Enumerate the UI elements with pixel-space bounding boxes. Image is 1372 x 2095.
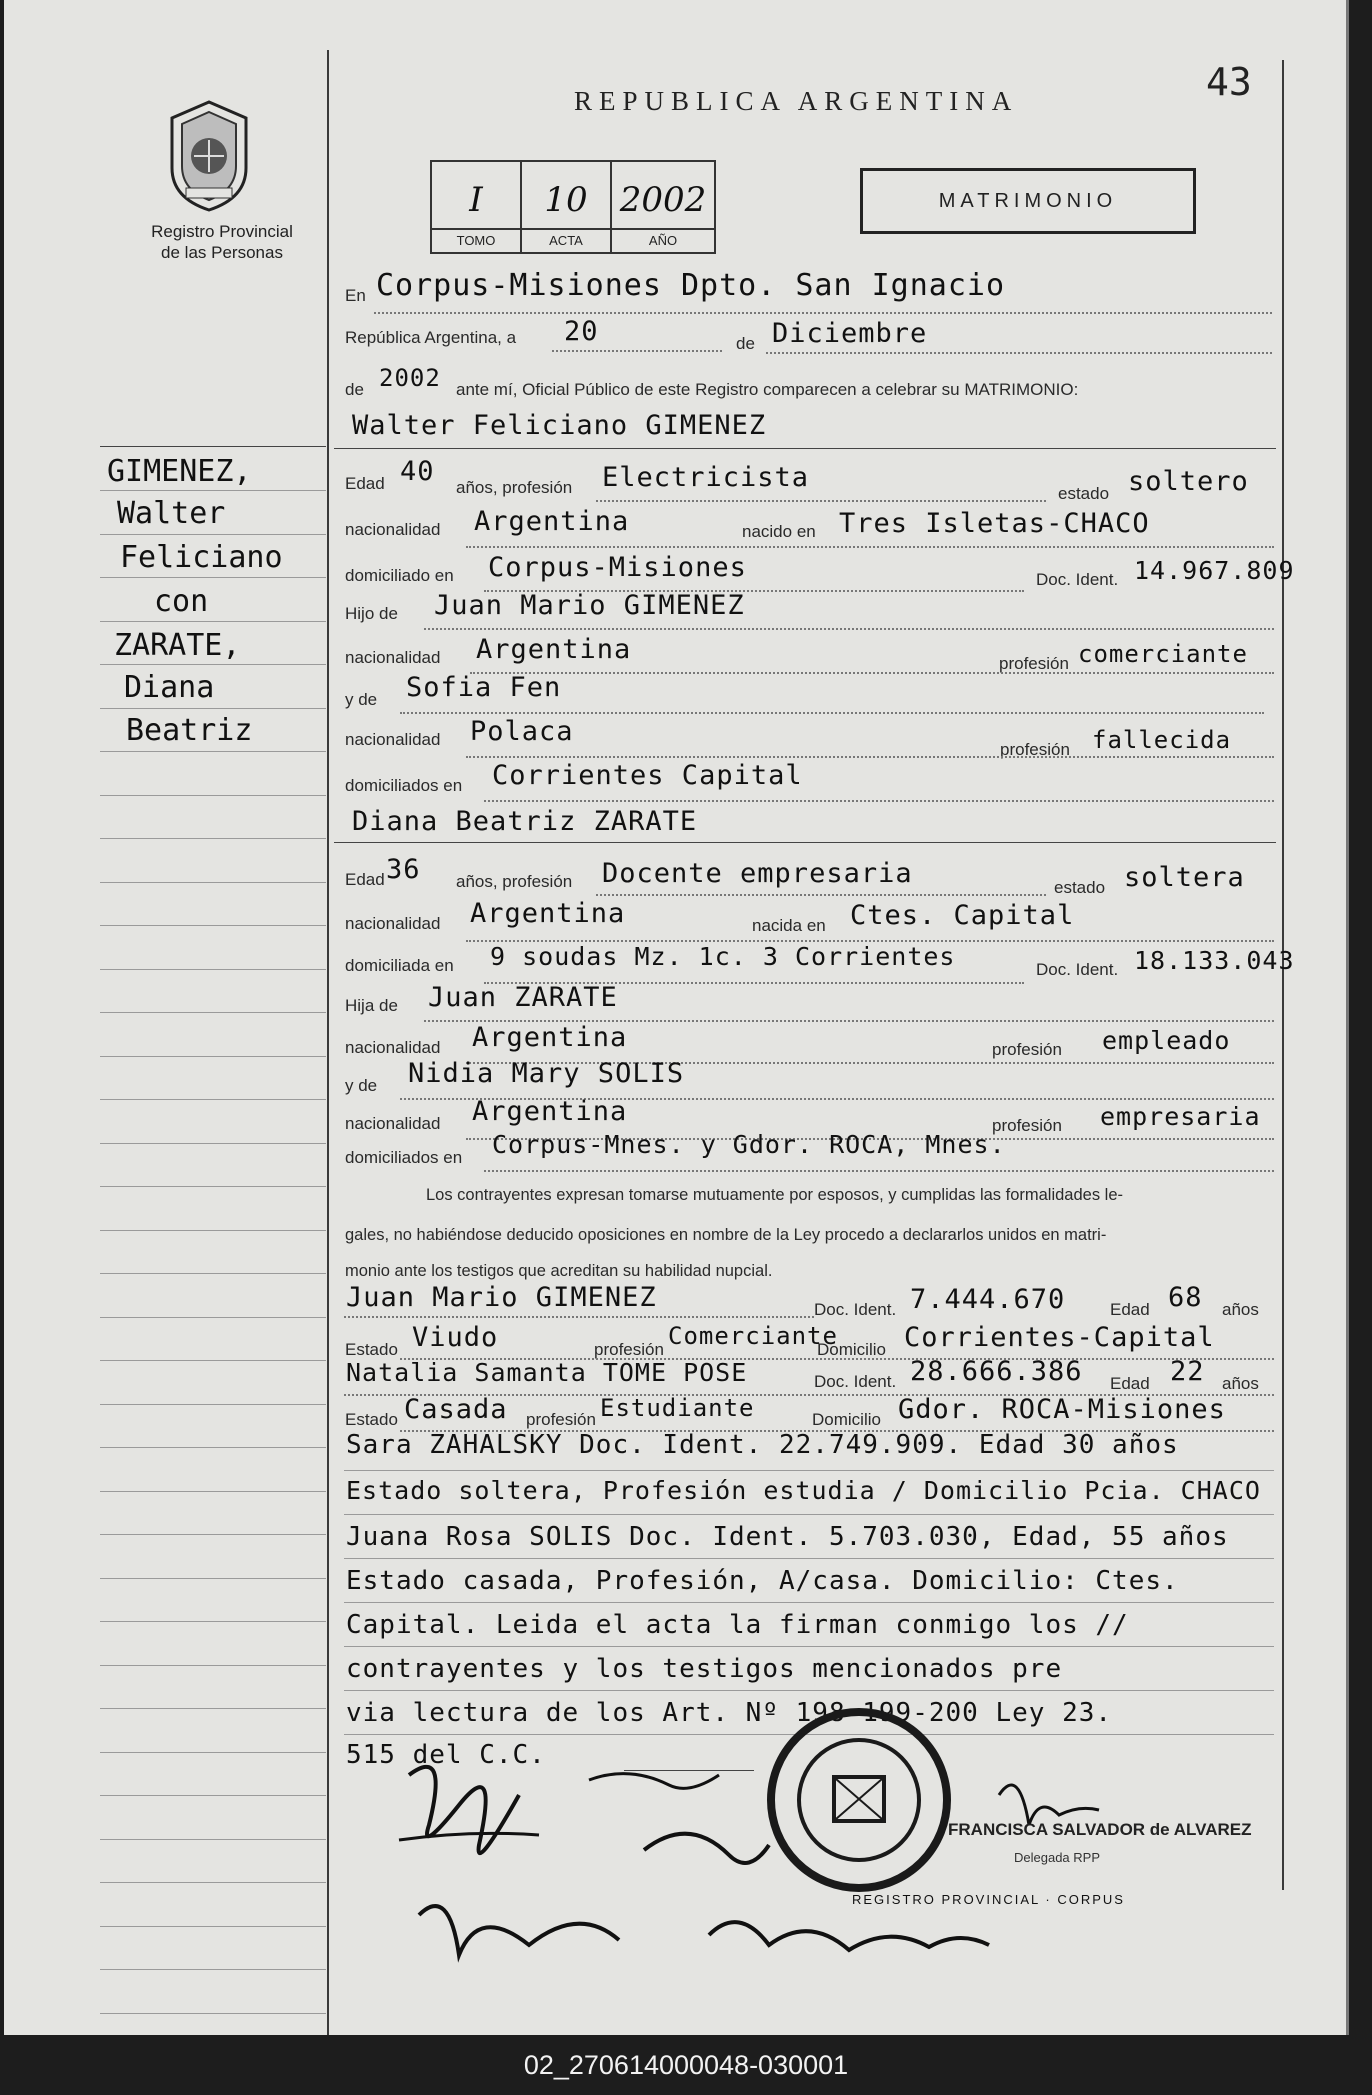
c2-padre-nac-label: nacionalidad	[345, 1038, 441, 1057]
c2-estado: soltera	[1124, 862, 1245, 893]
contrayente2-nombre-rule	[334, 842, 1276, 843]
c1-padre: Juan Mario GIMENEZ	[434, 590, 745, 621]
c1-nacido-label: nacido en	[742, 522, 816, 541]
t1-nombre-line	[344, 1316, 814, 1318]
t1-profesion: Comerciante	[668, 1322, 838, 1350]
c1-madre-nac-line	[466, 756, 1274, 758]
c2-domicilio-padres: Corpus-Mnes. y Gdor. ROCA, Mnes.	[492, 1130, 1006, 1159]
c2-estado-label: estado	[1054, 878, 1106, 897]
c2-nacida-en: Ctes. Capital	[850, 900, 1075, 931]
ante-mi-text: ante mí, Oficial Público de este Registro comparecen a celebrar su MATRIMONIO:	[456, 380, 1079, 399]
c1-madre-prof-label: profesión	[1000, 740, 1070, 759]
t2-domicilio: Gdor. ROCA-Misiones	[898, 1394, 1226, 1425]
margin-ruled-line	[100, 969, 326, 970]
t1-domicilio-label: Domicilio	[817, 1340, 886, 1359]
t1-nombre: Juan Mario GIMENEZ	[346, 1282, 657, 1313]
c1-padre-prof-label: profesión	[999, 654, 1069, 673]
margin-divider	[327, 50, 329, 2035]
body-ruled-line	[344, 1690, 1274, 1691]
c2-padre: Juan ZARATE	[428, 982, 618, 1013]
c1-anos-profesion-label: años, profesión	[456, 478, 573, 497]
c2-domiciliados-label: domiciliados en	[345, 1148, 463, 1167]
t1-doc-label: Doc. Ident.	[814, 1300, 897, 1319]
place-line	[374, 312, 1272, 314]
anio-value: 2002	[619, 180, 707, 220]
margin-ruled-line	[100, 1273, 326, 1274]
signatures-icon	[389, 1735, 1109, 1995]
record-type-box: MATRIMONIO	[860, 168, 1196, 234]
tomo-acta-anio-box	[430, 160, 716, 254]
margin-ruled-line	[100, 1752, 326, 1753]
handwritten-line: Capital. Leida el acta la firman conmigo los //	[346, 1610, 1129, 1640]
c2-madre-nac: Argentina	[472, 1096, 628, 1127]
handwritten-line: Estado casada, Profesión, A/casa. Domicilio: Ctes.	[346, 1566, 1179, 1596]
month-line	[766, 352, 1272, 354]
c1-padre-prof: comerciante	[1078, 640, 1248, 668]
margin-ruled-line	[100, 1665, 326, 1666]
margin-ruled-line	[100, 664, 326, 665]
t1-doc: 7.444.670	[910, 1284, 1066, 1315]
margin-ruled-line	[100, 1056, 326, 1057]
t1-estado: Viudo	[412, 1322, 499, 1353]
margin-ruled-line	[100, 795, 326, 796]
body-ruled-line	[344, 1558, 1274, 1559]
margin-ruled-line	[100, 2013, 326, 2014]
contrayente2-nombre: Diana Beatriz ZARATE	[352, 806, 698, 837]
margin-ruled-line	[100, 577, 326, 578]
margin-ruled-line	[100, 1578, 326, 1579]
margin-note-line: Walter	[117, 496, 226, 531]
c2-edad-label: Edad	[345, 870, 385, 889]
margin-ruled-line	[100, 1621, 326, 1622]
t1-estado-label: Estado	[345, 1340, 398, 1359]
de-year-label: de	[345, 380, 364, 399]
margin-note-line: con	[154, 584, 209, 619]
officer-name: FRANCISCA SALVADOR de ALVAREZ	[948, 1820, 1252, 1839]
margin-note-line: Beatriz	[126, 713, 253, 748]
c2-domicilio: 9 soudas Mz. 1c. 3 Corrientes	[490, 942, 956, 971]
c2-edad: 36	[386, 854, 421, 885]
record-page	[4, 0, 1349, 2035]
c1-profesion: Electricista	[602, 462, 810, 493]
contrayente1-nombre: Walter Feliciano GIMENEZ	[352, 410, 767, 441]
c2-madre-nac-label: nacionalidad	[345, 1114, 441, 1133]
c1-estado: soltero	[1128, 466, 1249, 497]
month-value: Diciembre	[772, 318, 928, 349]
c2-doc-label: Doc. Ident.	[1036, 960, 1119, 979]
margin-ruled-line	[100, 1230, 326, 1231]
t1-anos-label: años	[1222, 1300, 1259, 1319]
registry-name-line2: de las Personas	[161, 243, 283, 262]
anio-cell	[612, 162, 714, 252]
legal-text-line: Los contrayentes expresan tomarse mutuamente por esposos, y cumplidas las formalidades le-	[426, 1186, 1124, 1204]
place-value: Corpus-Misiones Dpto. San Ignacio	[376, 268, 1006, 303]
margin-ruled-line	[100, 925, 326, 926]
margin-ruled-line	[100, 838, 326, 839]
margin-ruled-line	[100, 490, 326, 491]
c1-padre-nac-line	[470, 672, 1274, 674]
anio-label: AÑO	[612, 228, 714, 252]
margin-ruled-line	[100, 1099, 326, 1100]
margin-note-line: GIMENEZ,	[107, 454, 252, 489]
c2-domiciliada-label: domiciliada en	[345, 956, 454, 975]
c1-padre-nac: Argentina	[476, 634, 632, 665]
margin-ruled-line	[100, 1012, 326, 1013]
margin-ruled-line	[100, 1969, 326, 1970]
c1-nacionalidad: Argentina	[474, 506, 630, 537]
c2-hija-label: Hija de	[345, 996, 398, 1015]
t1-edad: 68	[1168, 1282, 1203, 1313]
legal-text-line: gales, no habiéndose deducido oposiciones en nombre de la Ley procedo a declararlos unidos en matri-	[345, 1226, 1107, 1244]
c2-profesion: Docente empresaria	[602, 858, 913, 889]
c2-profesion-line	[596, 894, 1046, 896]
right-border	[1282, 60, 1284, 1890]
t2-anos-label: años	[1222, 1374, 1259, 1393]
handwritten-line: 515 del C.C.	[346, 1740, 546, 1770]
t1-edad-label: Edad	[1110, 1300, 1150, 1319]
provincial-seal-icon	[164, 98, 254, 213]
margin-ruled-line	[100, 1447, 326, 1448]
c1-madre-nac: Polaca	[470, 716, 574, 747]
margin-ruled-line	[100, 1143, 326, 1144]
margin-ruled-line	[100, 621, 326, 622]
en-label: En	[345, 286, 366, 305]
year-value: 2002	[379, 364, 441, 392]
t2-edad-label: Edad	[1110, 1374, 1150, 1393]
c2-yde-label: y de	[345, 1076, 378, 1095]
c1-domicilio: Corpus-Misiones	[488, 552, 747, 583]
republica-label: República Argentina, a	[345, 328, 517, 347]
handwritten-line: Sara ZAHALSKY Doc. Ident. 22.749.909. Edad 30 años	[346, 1430, 1179, 1460]
t2-estado: Casada	[404, 1394, 508, 1425]
handwritten-line: contrayentes y los testigos mencionados pre	[346, 1654, 1063, 1684]
stamp-text: REGISTRO PROVINCIAL · CORPUS	[852, 1892, 1125, 1907]
margin-note-line: Diana	[124, 670, 215, 705]
margin-ruled-line	[100, 1795, 326, 1796]
t2-domicilio-label: Domicilio	[812, 1410, 881, 1429]
margin-ruled-line	[100, 1360, 326, 1361]
c1-domiciliado-label: domiciliado en	[345, 566, 454, 585]
c2-dom-padres-line	[484, 1170, 1274, 1172]
t2-edad: 22	[1170, 1356, 1205, 1387]
c1-doc: 14.967.809	[1134, 556, 1295, 585]
registry-name	[122, 221, 322, 263]
margin-ruled-line	[100, 882, 326, 883]
handwritten-line: via lectura de los Art. Nº 198-199-200 Ley 23.	[346, 1698, 1113, 1728]
c2-nacionalidad: Argentina	[470, 898, 626, 929]
t2-nombre: Natalia Samanta TOME POSE	[346, 1358, 748, 1387]
c1-nacionalidad-label: nacionalidad	[345, 520, 441, 539]
margin-ruled-line	[100, 1491, 326, 1492]
body-ruled-line	[344, 1470, 1274, 1471]
margin-ruled-line	[100, 1839, 326, 1840]
legal-text-line: monio ante los testigos que acreditan su habilidad nupcial.	[345, 1262, 773, 1280]
c1-hijo-label: Hijo de	[345, 604, 398, 623]
t1-profesion-label: profesión	[594, 1340, 664, 1359]
margin-ruled-line	[100, 1317, 326, 1318]
margin-ruled-line	[100, 1186, 326, 1187]
c1-madre: Sofia Fen	[406, 672, 562, 703]
margin-ruled-line	[100, 751, 326, 752]
c1-yde-label: y de	[345, 690, 378, 709]
c2-nacida-label: nacida en	[752, 916, 826, 935]
margin-ruled-line	[100, 1882, 326, 1883]
c2-doc: 18.133.043	[1134, 946, 1295, 975]
margin-ruled-line	[100, 534, 326, 535]
margin-note-line: Feliciano	[120, 540, 283, 575]
c2-madre-prof: empresaria	[1100, 1102, 1261, 1131]
margin-ruled-line	[100, 1708, 326, 1709]
margin-note-line: ZARATE,	[114, 628, 241, 663]
margin-ruled-line	[100, 708, 326, 709]
c2-padre-nac: Argentina	[472, 1022, 628, 1053]
c1-madre-line	[400, 712, 1264, 714]
c1-nacido-en: Tres Isletas-CHACO	[839, 508, 1150, 539]
acta-label: ACTA	[522, 228, 610, 252]
c1-estado-label: estado	[1058, 484, 1110, 503]
c1-edad-label: Edad	[345, 474, 385, 493]
c1-madre-prof: fallecida	[1092, 726, 1232, 754]
margin-ruled-line	[100, 1534, 326, 1535]
t2-profesion-label: profesión	[526, 1410, 596, 1429]
acta-cell	[522, 162, 612, 252]
margin-ruled-line	[100, 1404, 326, 1405]
c1-doc-label: Doc. Ident.	[1036, 570, 1119, 589]
t2-doc: 28.666.386	[910, 1356, 1083, 1387]
c1-domiciliados-label: domiciliados en	[345, 776, 463, 795]
margin-ruled-line	[100, 1926, 326, 1927]
body-ruled-line	[344, 1646, 1274, 1647]
c1-madre-nac-label: nacionalidad	[345, 730, 441, 749]
c2-anos-profesion-label: años, profesión	[456, 872, 573, 891]
c1-edad: 40	[400, 456, 435, 487]
c1-domicilio-padres: Corrientes Capital	[492, 760, 803, 791]
tomo-label: TOMO	[432, 228, 520, 252]
c2-madre-prof-label: profesión	[992, 1116, 1062, 1135]
c2-padre-prof: empleado	[1102, 1026, 1231, 1055]
c1-padre-line	[424, 628, 1274, 630]
contrayente1-nombre-rule	[334, 448, 1276, 449]
day-line	[552, 350, 722, 352]
body-ruled-line	[344, 1514, 1274, 1515]
footer-code: 02_270614000048-030001	[523, 2050, 849, 2080]
officer-title: Delegada RPP	[1014, 1850, 1100, 1865]
c2-madre: Nidia Mary SOLIS	[408, 1058, 685, 1089]
t1-domicilio: Corrientes-Capital	[904, 1322, 1215, 1353]
c1-dom-padres-line	[484, 800, 1274, 802]
c1-nac-line	[466, 546, 1274, 548]
registry-name-line1: Registro Provincial	[151, 222, 293, 241]
tomo-cell	[432, 162, 522, 252]
t2-estado-label: Estado	[345, 1410, 398, 1429]
c2-padre-prof-label: profesión	[992, 1040, 1062, 1059]
body-ruled-line	[344, 1602, 1274, 1603]
day-value: 20	[564, 316, 599, 347]
tomo-value: I	[469, 180, 483, 220]
margin-top-rule	[100, 446, 326, 447]
handwritten-line: Estado soltera, Profesión estudia / Domicilio Pcia. CHACO	[346, 1476, 1261, 1505]
t2-doc-label: Doc. Ident.	[814, 1372, 897, 1391]
acta-value: 10	[544, 180, 588, 220]
c1-padre-nac-label: nacionalidad	[345, 648, 441, 667]
c2-nacionalidad-label: nacionalidad	[345, 914, 441, 933]
de-label: de	[736, 334, 755, 353]
handwritten-line: Juana Rosa SOLIS Doc. Ident. 5.703.030, Edad, 55 años	[346, 1522, 1229, 1552]
c1-profesion-line	[596, 500, 1046, 502]
folio-number: 43	[1206, 60, 1252, 104]
t2-profesion: Estudiante	[600, 1394, 755, 1422]
country-title: REPUBLICA ARGENTINA	[574, 86, 1019, 116]
